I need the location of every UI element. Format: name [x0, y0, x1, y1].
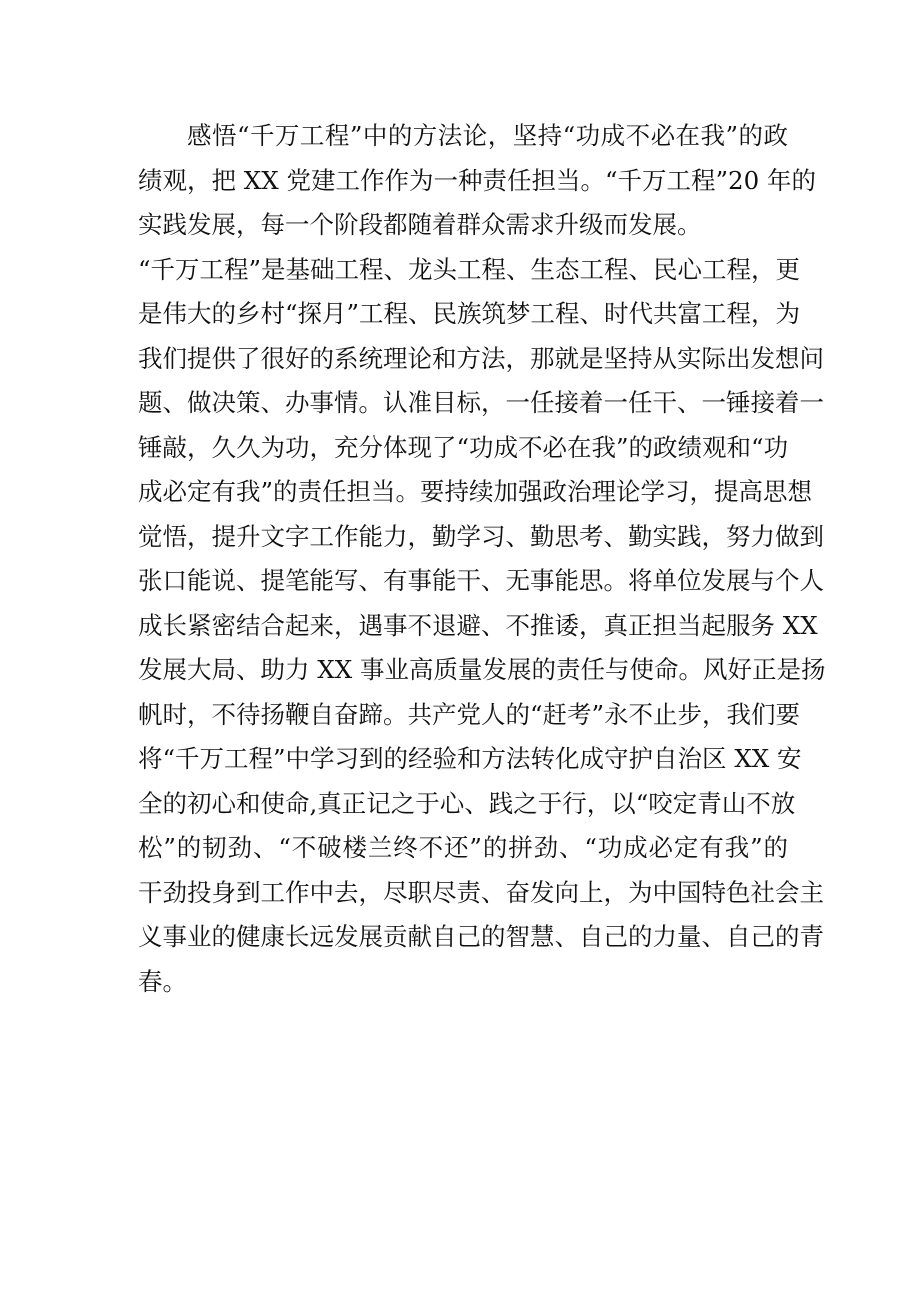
text-line-5: 是伟大的乡村“探月”工程、民族筑梦工程、时代共富工程，为: [138, 299, 801, 328]
text-line-20: 春。: [138, 966, 187, 996]
text-line-13: 发展大局、助力 XX 事业高质量发展的责任与使命。风好正是扬: [138, 655, 826, 684]
text-line-9: 成必定有我”的责任担当。要持续加强政治理论学习，提高思想: [138, 477, 813, 506]
text-line-16: 全的初心和使命,真正记之于心、践之于行，以“咬定青山不放: [138, 788, 796, 818]
text-line-7: 题、做决策、办事情。认准目标，一任接着一任干、一锤接着一: [138, 388, 824, 417]
text-line-12: 成长紧密结合起来，遇事不退避、不推诿，真正担当起服务 XX: [138, 610, 818, 640]
text-line-4: “千万工程”是基础工程、龙头工程、生态工程、民心工程，更: [138, 254, 801, 284]
text-line-10: 觉悟，提升文字工作能力，勤学习、勤思考、勤实践，努力做到: [138, 521, 824, 551]
text-line-17: 松”的韧劲、“不破楼兰终不还”的拼劲、“功成必定有我”的: [138, 833, 788, 862]
text-line-18: 干劲投身到工作中去，尽职尽责、奋发向上，为中国特色社会主: [138, 877, 824, 907]
text-line-6: 我们提供了很好的系统理论和方法，那就是坚持从实际出发想问: [138, 343, 824, 373]
text-line-3: 实践发展，每一个阶段都随着群众需求升级而发展。: [138, 210, 702, 239]
text-line-19: 义事业的健康长远发展贡献自己的智慧、自己的力量、自己的青: [138, 922, 824, 951]
text-line-1: 感悟“千万工程”中的方法论，坚持“功成不必在我”的政: [187, 121, 788, 150]
text-line-8: 锤敲，久久为功，充分体现了“功成不必在我”的政绩观和“功: [138, 432, 789, 462]
body-text: [138, 114, 826, 1004]
text-line-2: 绩观，把 XX 党建工作作为一种责任担当。“千万工程”20 年的: [138, 165, 816, 195]
text-line-11: 张口能说、提笔能写、有事能干、无事能思。将单位发展与个人: [138, 566, 824, 595]
text-line-15: 将“千万工程”中学习到的经验和方法转化成守护自治区 XX 安: [138, 744, 802, 773]
text-line-14: 帆时，不待扬鞭自奋蹄。共产党人的“赶考”永不止步，我们要: [138, 699, 801, 729]
